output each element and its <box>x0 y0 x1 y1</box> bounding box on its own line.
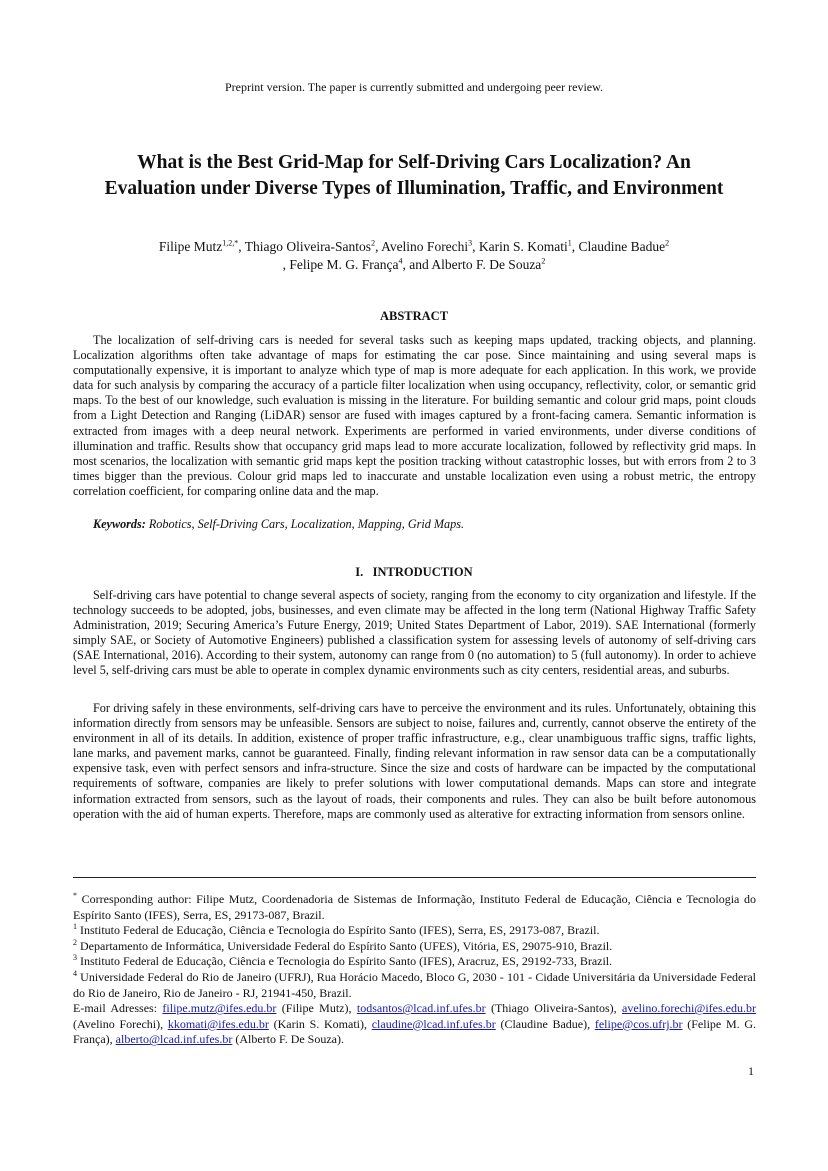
email-owner: (Karin S. Komati), <box>268 1016 372 1031</box>
email-link[interactable]: avelino.forechi@ifes.edu.br <box>622 1001 756 1016</box>
author-name: , Thiago Oliveira-Santos <box>238 239 372 254</box>
author-affiliation-mark: 1 <box>567 238 572 248</box>
author-name: , Claudine Badue <box>571 239 666 254</box>
footnote-affiliation-2 <box>73 939 756 955</box>
author-name: , Felipe M. G. França <box>282 257 399 272</box>
keywords-label: Keywords: <box>93 517 146 531</box>
footnote-mark: * <box>73 891 77 900</box>
introduction-heading: I. INTRODUCTION <box>355 565 473 579</box>
introduction-paragraph-2: For driving safely in these environments, self-driving cars have to perceive the environment and its rules. Unfortunately, obtaining this information directly from sensors may be unfeasible. Sensors are subject to noise, failures and, currently, cannot observe the entirety of the environment in all of its details. In addition, existence of proper traffic infrastructure, e.g., clear unambiguous traffic signs, traffic lights, lane marks, and pavement marks, cannot be guaranteed. Finally, finding relevant information in raw sensor data can be a computationally expensive task, even with perfect sensors and infra-structure. Since the size and costs of hardware can be impacted by the computational requirements of software, companies are likely to prefer solutions with lower computational demands. Maps can store and integrate information extracted from sensors, such as the layout of roads, their components and rules. They can also be built before autonomous operation with the aid of human experts. Therefore, maps are commonly used as alterative for extracting information from sensors online. <box>73 701 756 821</box>
paper-title: What is the Best Grid-Map for Self-Driving Cars Localization? An Evaluation under Diverse Types of Illumination, Traffic, and Environment <box>104 152 724 199</box>
footnote-mark: 4 <box>73 968 77 978</box>
author-name: , and Alberto F. De Souza <box>402 257 542 272</box>
footnote-mark: 1 <box>73 922 77 932</box>
footnote-affiliation-1 <box>73 923 756 939</box>
email-link[interactable]: kkomati@ifes.edu.br <box>167 1016 269 1031</box>
footnote-divider <box>73 877 756 878</box>
email-owner: (Filipe Mutz), <box>276 1001 357 1016</box>
email-label: E-mail Adresses: <box>73 1001 163 1016</box>
footnote-affiliation-4 <box>73 970 756 1001</box>
footnote-text: Corresponding author: Filipe Mutz, Coordenadoria de Sistemas de Informação, Instituto Federal de Educação, Ciência e Tecnologia do Espírito Santo (IFES), Serra, ES, 29173-087, Brazil. <box>73 892 756 922</box>
author-affiliation-mark: 4 <box>398 256 403 266</box>
footnote-email-addresses <box>73 1001 756 1048</box>
abstract-text: The localization of self-driving cars is needed for several tasks such as keeping maps updated, tracking objects, and planning. Localization algorithms often take advantage of maps for estimating the car pose. Since maintaining and using several maps is computationally expensive, it is important to analyze which type of map is more adequate for each application. In this work, we provide data for such analysis by comparing the accuracy of a particle filter localization when using occupancy, reflectivity, color, or semantic grid maps. To the best of our knowledge, such evaluation is missing in the literature. For building semantic and colour grid maps, point clouds from a Light Detection and Ranging (LiDAR) sensor are fused with images captured by a front-facing camera. Semantic information is extracted from images with a deep neural network. Experiments are performed in varied environments, under diverse conditions of illumination and traffic. Results show that occupancy grid maps lead to more accurate localization, followed by reflectivity grid maps. In most scenarios, the localization with semantic grid maps kept the position tracking without catastrophic losses, but with errors from 2 to 3 times bigger than the previous. Colour grid maps led to inaccurate and unstable localization even using a robust metric, the entropy correlation coefficient, for comparing online data and the map. <box>73 333 756 498</box>
author-affiliation-mark: 2 <box>665 238 670 248</box>
footnote-text: Universidade Federal do Rio de Janeiro (UFRJ), Rua Horácio Macedo, Bloco G, 2030 - 101 - Cidade Universitária da Universidade Federal do Rio de Janeiro, Rio de Janeiro - RJ, 21941-450, Brazil. <box>73 969 756 1000</box>
introduction-paragraph-1: Self-driving cars have potential to change several aspects of society, ranging from the economy to city organization and lifestyle. If the technology succeeds to be adopted, jobs, businesses, and even climate may be affected in the long term (National Highway Traffic Safety Administration, 2019; Securing America’s Future Energy, 2019; United States Department of Labor, 2019). SAE International (formerly simply SAE, or Society of Automotive Engineers) published a classification system for assessing levels of autonomy of self-driving cars (SAE International, 2016). According to their system, autonomy can range from 0 (no automation) to 5 (full autonomy). In order to achieve level 5, self-driving cars must be able to operate in complex dynamic environments such as city centers, residential areas, and suburbs. <box>73 588 756 678</box>
author-list <box>90 238 738 274</box>
page-number: 1 <box>748 1064 754 1078</box>
footnote-text: Instituto Federal de Educação, Ciência e Tecnologia do Espírito Santo (IFES), Aracruz, ES, 29192-733, Brazil. <box>77 954 613 969</box>
email-owner: (Felipe M. G. França), <box>73 1016 756 1047</box>
email-link[interactable]: alberto@lcad.inf.ufes.br <box>115 1032 233 1047</box>
keywords-line <box>93 517 464 532</box>
email-owner: (Claudine Badue), <box>495 1016 595 1031</box>
email-link[interactable]: filipe.mutz@ifes.edu.br <box>162 1001 277 1016</box>
email-link[interactable]: todsantos@lcad.inf.ufes.br <box>356 1001 486 1016</box>
footnote-mark: 3 <box>73 953 77 963</box>
email-owner: (Avelino Forechi), <box>73 1016 168 1031</box>
author-affiliation-mark: 2 <box>541 256 546 266</box>
author-affiliation-mark: 3 <box>468 238 473 248</box>
author-name: Filipe Mutz <box>158 239 223 254</box>
footnote-affiliation-3 <box>73 954 756 970</box>
footnotes <box>73 892 756 1048</box>
author-affiliation-mark: 1,2,* <box>222 238 239 248</box>
author-name: , Avelino Forechi <box>375 239 469 254</box>
author-name: , Karin S. Komati <box>472 239 568 254</box>
email-owner: (Alberto F. De Souza). <box>232 1032 345 1047</box>
email-link[interactable]: claudine@lcad.inf.ufes.br <box>371 1016 496 1031</box>
keywords-text: Robotics, Self-Driving Cars, Localization, Mapping, Grid Maps. <box>145 517 465 531</box>
footnote-text: Instituto Federal de Educação, Ciência e Tecnologia do Espírito Santo (IFES), Serra, ES, 29173-087, Brazil. <box>77 923 600 938</box>
email-link[interactable]: felipe@cos.ufrj.br <box>594 1016 683 1031</box>
preprint-note: Preprint version. The paper is currently submitted and undergoing peer review. <box>224 80 603 94</box>
email-owner: (Thiago Oliveira-Santos), <box>485 1001 622 1016</box>
footnote-corresponding-author <box>73 892 756 923</box>
abstract-heading: ABSTRACT <box>379 309 449 323</box>
author-affiliation-mark: 2 <box>371 238 376 248</box>
footnote-mark: 2 <box>73 937 77 947</box>
footnote-text: Departamento de Informática, Universidade Federal do Espírito Santo (UFES), Vitória, ES, 29075-910, Brazil. <box>77 938 613 953</box>
